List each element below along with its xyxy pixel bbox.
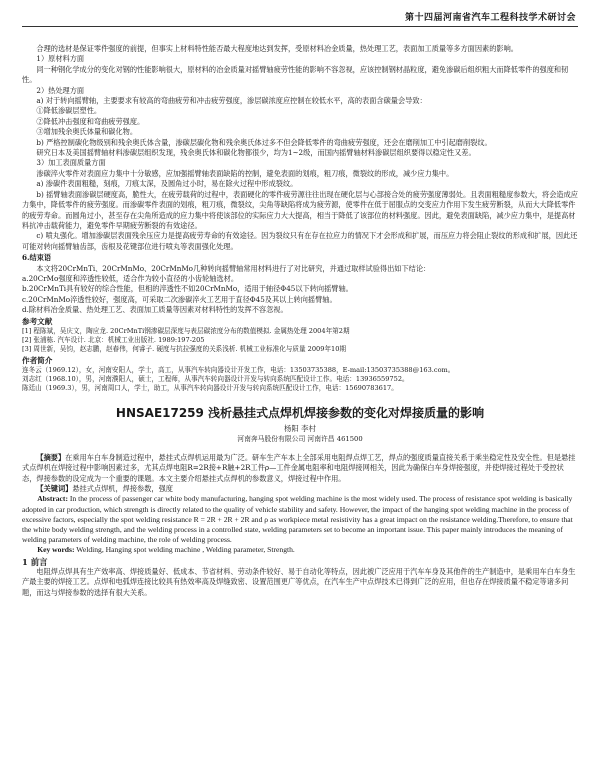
- list-item: ③增加残余奥氏体量和碳化物。: [36, 127, 138, 137]
- paragraph: a) 对于转向摇臂轴，主要要求有较高的弯曲疲劳和冲击疲劳强度，渗层碳浓度应控制在较低水平，高的表面含碳量会导致：: [36, 96, 427, 106]
- page-body: [22, 44, 578, 598]
- reference-item: [1] 程陈斌，吴庆文，陶应龙. 20CrMnTi钢渗碳层深度与表层碳浓度分布的数值模拟. 金属热处理 2004年第2期: [22, 326, 350, 335]
- paragraph: 渗碳淬火零件对表面应力集中十分敏感，应加强摇臂轴表面缺陷的控制，避免表面的划痕，粗刀痕，微裂纹的形成，减少应力集中。: [36, 168, 454, 178]
- list-item: ①降低渗碳层塑性。: [36, 106, 102, 116]
- keywords-en: [22, 545, 578, 555]
- keywords-en-label: Key words:: [37, 545, 75, 555]
- keywords-en-text: Welding, Hanging spot welding machine , Welding parameter, Strength.: [76, 545, 295, 555]
- subheading: 3）加工表面质量方面: [36, 158, 106, 168]
- author-info-heading: 作者简介: [22, 355, 53, 365]
- abstract-zh: [22, 453, 578, 484]
- subheading: 2）热处理方面: [36, 85, 85, 95]
- paragraph: c) 喷丸强化。增加渗碳层表面残余压应力是提高疲劳寿命的有效途径。因为裂纹只有在存在拉应力的情况下才会形成和扩展，而压应力将会阻止裂纹的形成和扩展，因此还可能对转向摇臂轴齿部，齿根及花键部位进行喷丸等表面强化处理。: [22, 231, 578, 251]
- abstract-zh-text: 在乘用车白车身制造过程中，悬挂式点焊机运用最为广泛。研车生产车本上全部采用电阻焊点焊工艺，焊点的强度质量直接关系于乘坐稳定性及安全性。但是悬挂式点焊机在焊接过程中影响因素过多，尤其点焊电阻R=2R接+R触+2R工件ρ—工件金属电阻率和电阻焊接网相关，因此为确保白车身焊接强度，并使焊接过程处于受控状态，焊接参数的设定成为一个重要的课题。本文主要介绍悬挂式点焊机的参数意义，焊接过程中作用。: [22, 452, 576, 483]
- abstract-label: 【摘要】: [36, 452, 66, 462]
- conclusion-heading: 6.结束语: [22, 253, 52, 263]
- paragraph: 本文将20CrMnTi、20CrMnMo、20CrMnMo几种转向摇臂轴常用材料进行了对比研究，并通过取样试验得出如下结论：: [36, 263, 431, 273]
- paper-authors: 杨阳 李村: [284, 424, 316, 433]
- paragraph: b) 严格控制碳化物级别和残余奥氏体含量，渗碳层碳化物和残余奥氏体过多不但会降低零件的弯曲疲劳强度，还会在磨削加工中引起磨削裂纹。: [36, 137, 492, 147]
- paragraph: 合理的选材是保证零件强度的前提，但事实上材料特性能否最大程度地达到发挥，受原材料冶金质量，热处理工艺，表面加工质量等多方面因素的影响。: [36, 44, 518, 53]
- author-info-item: 刘志红（1968.10），男，河南濮阳人，硕士，工程师，从事汽车转向器设计开发与转向系统匹配设计工作。电话：13936559752。: [22, 375, 409, 384]
- keywords-zh-text: 悬挂式点焊机，焊接参数，强度: [72, 484, 173, 494]
- running-header: 第十四届河南省汽车工程科技学术研讨会: [404, 13, 576, 23]
- section-heading: 1 前言: [22, 556, 48, 567]
- keywords-zh: [22, 484, 578, 494]
- header-rule: [22, 26, 578, 27]
- reference-item: [2] 张浦栋. 汽车设计. 北京：机械工业出版社. 1989:197-205: [22, 336, 205, 345]
- abstract-en: [22, 494, 578, 545]
- abstract-en-label: Abstract:: [37, 494, 68, 504]
- conclusion-item: b.20CrMnTi具有较好的综合性能，但相的淬透性不如20CrMnMo，适用于轴径Φ45以下转向摇臂轴。: [22, 284, 353, 294]
- subheading: 1）原材料方面: [36, 54, 85, 64]
- paragraph: 同一种钢化学成分的变化对钢的性能影响很大，原材料的冶金质量对摇臂轴疲劳性能的影响不容忽视，应该控制钢材晶粒度，避免渗碳后组织粗大而降低零件的强度和韧性。: [22, 64, 569, 85]
- paragraph: a) 渗碳件表面粗糙，刻痕，刀痕太深，及圆角过小时，易在除火过程中形成裂纹。: [36, 179, 298, 189]
- abstract-en-text: In the process of passenger car white body manufacturing, hanging spot welding machine is the most widely used. The process of resistance spot welding is basically adopted in car production, which strength is directly related to the quality of vehicle stability and safety. However, the impact of the hanging spot welding machine in the process of excessive factors, especially the spot welding resistance R = 2R + 2R + 2R and ρ as workpiece metal resistivity has a great impact on the resistance welding.Therefore, to ensure that the white body welding strength, and the welding process in a controlled state, welding parameters set to become an important issue. This paper mainly introduces the meaning of welding parameters of welding machine, the role of welding process.: [22, 494, 573, 545]
- author-info-item: 连冬云（1969.12），女，河南安阳人，学士，高工，从事汽车转向器设计开发工作，电话：13503735388，E-mail:13503735388@163.com。: [22, 365, 455, 374]
- author-info-item: 陈廷山（1969.3），男，河南周口人，学士，助工，从事汽车转向器设计开发与转向系统匹配设计工作，电话：15690783617。: [22, 384, 398, 393]
- paragraph: b) 摇臂轴表面渗碳层硬度高，脆性大，在疲劳载荷的过程中，表面硬化的零件疲劳源往往出现在硬化层与心部接合处的疲劳强度薄弱处。且表面粗糙度参数大，将会造成应力集中，降低零件的疲劳强度。而渗碳零件表面的划痕，粗刀痕，微裂纹，尖角等缺陷将成为疲劳源，使零件在低于屈服点的交变应力作用下发生疲劳断裂，从而大大降低零件的疲劳寿命。而圆角过小，甚至存在尖角所造成的应力集中将使该部位的实际应力大大提高，相当于降低了该部位的材料强度。因此，避免表面缺陷，减少应力集中，是提高材料抗冲击载荷能力，避免零件早期疲劳断裂的有效途径。: [22, 189, 578, 230]
- list-item: ②降低冲击强度和弯曲疲劳强度。: [36, 116, 145, 126]
- paragraph: 电阻焊点焊具有生产效率高、焊接质量好、低成本、节省材料、劳动条件较好、易于自动化等特点，因此被广泛应用于汽车车身及其他件的生产制造中，是乘用车白车身生产最主要的焊接工艺。点焊和电弧焊连接比较具有热效率高及焊缝致密、设置范围更广等优点，在汽车生产中点焊技术已得到广泛的应用，但也存在焊接质量不稳定等诸多问题，而这与焊接参数的选择有很大关系。: [22, 567, 576, 597]
- paragraph: 研究日本及美国摇臂轴材料渗碳层组织发现，残余奥氏体和碳化物都很少，均为1~2级，而国内摇臂轴材料渗碳层组织要得以稳定性又差。: [36, 148, 476, 158]
- references-heading: 参考文献: [22, 316, 53, 326]
- conclusion-item: c.20CrMnMo淬透性较好，强度高，可采取二次渗碳淬火工艺用于直径Φ45及其以上转向摇臂轴。: [22, 294, 337, 304]
- paper-affiliation: 河南奔马股份有限公司 河南许昌 461500: [237, 435, 363, 444]
- paper-title: HNSAE17259 浅析悬挂式点焊机焊接参数的变化对焊接质量的影响: [115, 405, 485, 420]
- conclusion-item: d.除材料冶金质量、热处理工艺、表面加工质量等因素对材料特性的发挥不容忽视。: [22, 305, 288, 315]
- reference-item: [3] 周世新，吴钧，赵志鹏，赵春伟，何睿子. 硬度与抗拉强度的关系浅析. 机械工业标准化与质量 2009年10期: [22, 345, 347, 354]
- keywords-label: 【关键词】: [36, 484, 73, 494]
- conclusion-item: a.20CrMo强度和淬透性较低，适合作为较小直径的小齿轮轴选材。: [22, 273, 239, 283]
